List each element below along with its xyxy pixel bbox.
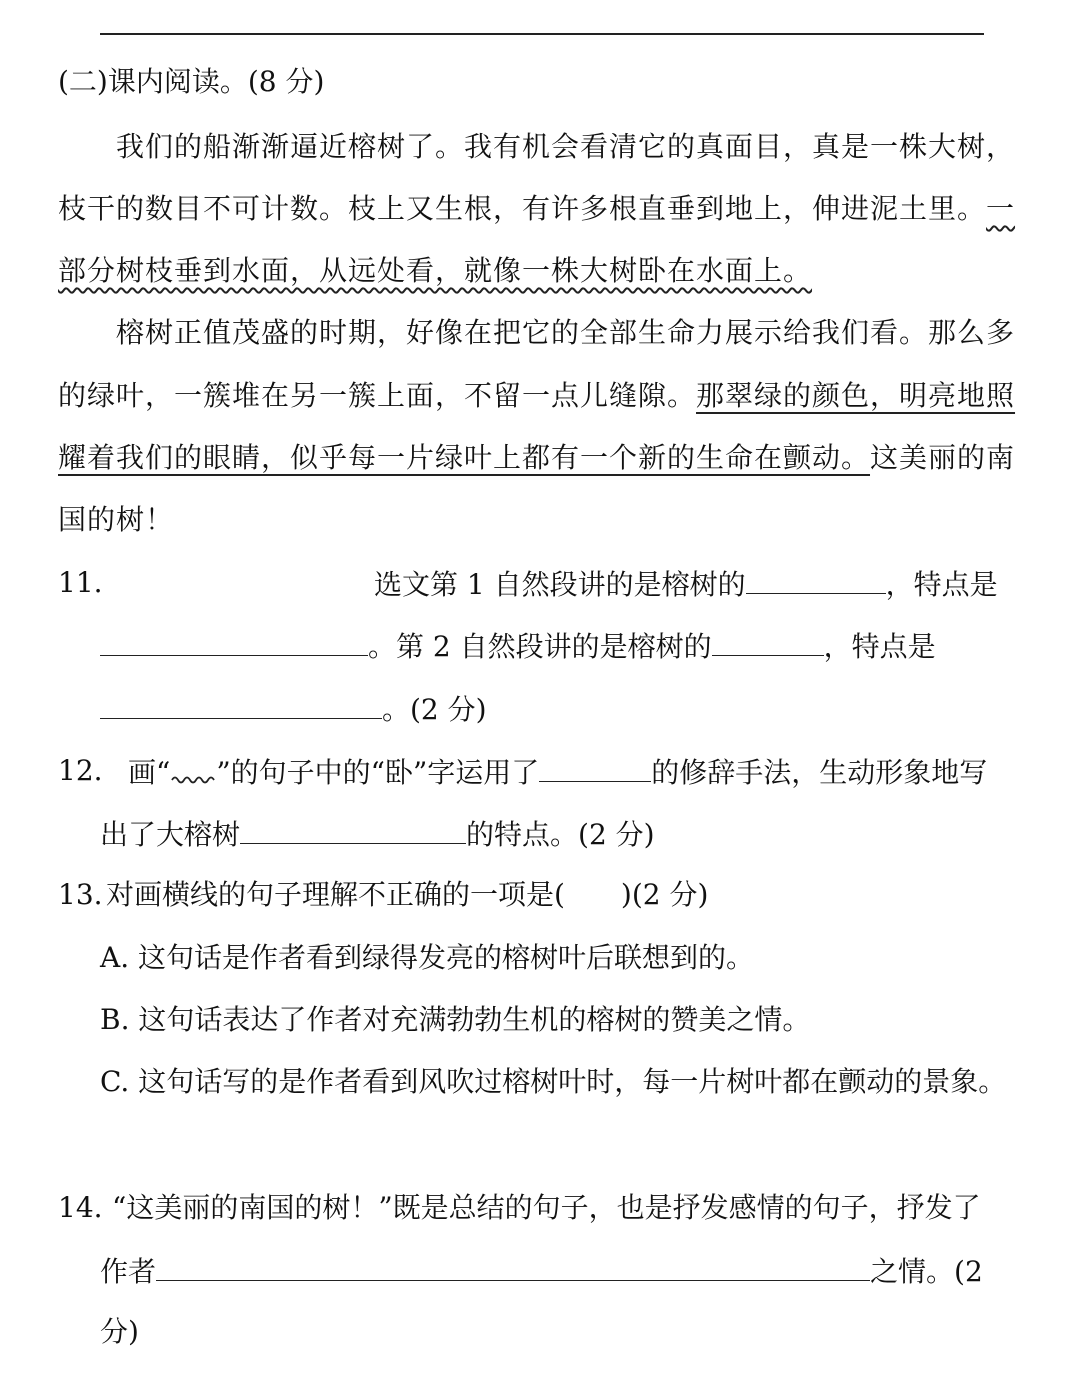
- q11-text: 。第 2 自然段讲的是榕树的: [368, 630, 712, 663]
- q13-stem: 对画横线的句子理解不正确的一项是( )(2 分): [106, 878, 709, 911]
- passage-p1-line1: 我们的船渐渐逼近榕树了。我有机会看清它的真面目，真是一株大树，: [116, 130, 1016, 163]
- passage-p2-line1: 榕树正值茂盛的时期，好像在把它的全部生命力展示给我们看。那么多: [116, 316, 1016, 349]
- q12-line2: [100, 813, 655, 855]
- q12-text: 的修辞手法，生动形象地写: [651, 756, 988, 789]
- passage-p2-line4: 国的树！: [58, 503, 175, 536]
- section-heading: (二)课内阅读。(8 分): [58, 65, 325, 98]
- answer-blank[interactable]: [539, 751, 651, 782]
- passage-p1-line2: [58, 189, 1015, 229]
- q14-line1: “这美丽的南国的树！”既是总结的句子，也是抒发感情的句子，抒发了: [112, 1191, 981, 1224]
- passage-text: 枝干的数目不可计数。枝上又生根，有许多根直垂到地上，伸进泥土里。: [58, 192, 987, 225]
- passage-text: 这美丽的南: [870, 441, 1016, 474]
- q14-number: 14.: [58, 1191, 103, 1224]
- underlined-sentence: 耀着我们的眼睛，似乎每一片绿叶上都有一个新的生命在颤动。: [58, 441, 871, 474]
- q11-text: ，特点是: [885, 568, 998, 601]
- wavy-line-mark-icon: [170, 770, 216, 784]
- q11-text: 。(2 分): [382, 693, 487, 726]
- underlined-sentence: 那翠绿的颜色，明亮地照: [696, 379, 1016, 412]
- answer-blank[interactable]: [100, 688, 382, 719]
- q12-text: ”的句子中的“卧”字运用了: [216, 756, 540, 789]
- q11-number: 11.: [58, 566, 103, 599]
- q11-text: ，特点是: [823, 630, 936, 663]
- q13-number: 13.: [58, 878, 103, 911]
- q13-option-a[interactable]: A. 这句话是作者看到绿得发亮的榕树叶后联想到的。: [100, 941, 755, 974]
- q11-line3: [100, 688, 487, 730]
- q14-text: 之情。(2: [870, 1255, 983, 1288]
- q12-text: 画“: [128, 756, 171, 789]
- q14-line3: 分): [100, 1315, 139, 1348]
- wavy-underlined-sentence: 部分树枝垂到水面，从远处看，就像一株大树卧在水面上。: [58, 254, 813, 287]
- passage-p2-line2: [58, 376, 1015, 416]
- q11-line2: [100, 625, 936, 667]
- q14-text: 作者: [100, 1255, 157, 1288]
- answer-blank[interactable]: [240, 813, 466, 844]
- answer-blank[interactable]: [712, 625, 824, 656]
- answer-blank[interactable]: [156, 1250, 870, 1281]
- q12-text: 的特点。(2 分): [466, 818, 655, 851]
- q11-line1: [374, 563, 998, 605]
- passage-p2-line3: [58, 438, 1015, 478]
- wavy-underlined-text: 一: [986, 192, 1016, 225]
- passage-text: 的绿叶，一簇堆在另一簇上面，不留一点儿缝隙。: [58, 379, 697, 412]
- answer-blank[interactable]: [100, 625, 368, 656]
- q11-text: 选文第 1 自然段讲的是榕树的: [374, 568, 746, 601]
- q12-number: 12.: [58, 754, 103, 787]
- q13-option-b[interactable]: B. 这句话表达了作者对充满勃勃生机的榕树的赞美之情。: [100, 1003, 811, 1036]
- q14-line2: [100, 1250, 983, 1292]
- top-rule: [100, 33, 984, 35]
- q13-option-c[interactable]: C. 这句话写的是作者看到风吹过榕树叶时，每一片树叶都在颤动的景象。: [100, 1065, 1007, 1098]
- q12-line1: [128, 751, 987, 793]
- answer-blank[interactable]: [746, 563, 886, 594]
- passage-p1-line3: [58, 251, 812, 291]
- q12-text: 出了大榕树: [100, 818, 241, 851]
